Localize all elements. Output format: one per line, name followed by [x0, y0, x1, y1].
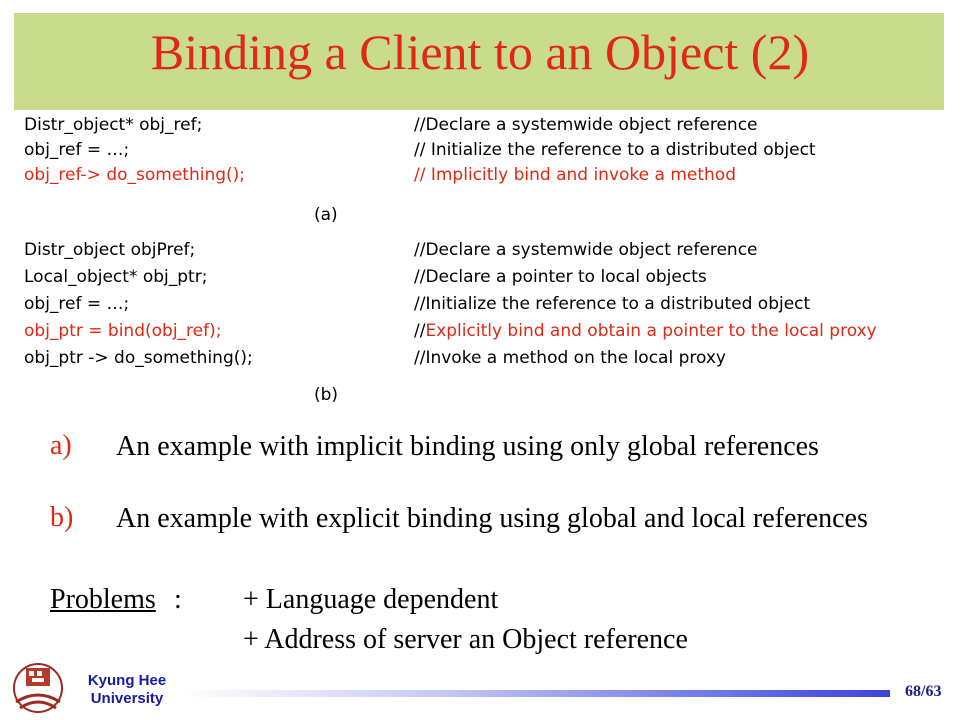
code-statement: obj_ptr -> do_something();	[24, 348, 253, 368]
code-statement: Distr_object* obj_ref;	[24, 115, 203, 135]
problems-label: Problems	[50, 584, 156, 615]
bullet-marker: b)	[50, 502, 74, 533]
code-comment: //Declare a systemwide object reference	[414, 240, 758, 260]
problem-item: + Address of server an Object reference	[243, 624, 688, 655]
code-statement: Local_object* obj_ptr;	[24, 267, 208, 287]
university-line: Kyung Hee	[87, 672, 167, 689]
code-statement: obj_ref = …;	[24, 140, 130, 160]
code-comment	[414, 321, 877, 341]
problem-item: + Language dependent	[243, 584, 499, 615]
code-statement: Distr_object objPref;	[24, 240, 196, 260]
caption-b: (b)	[314, 385, 339, 405]
code-comment: //Initialize the reference to a distributed object	[414, 294, 811, 314]
code-comment: //Declare a pointer to local objects	[414, 267, 707, 287]
university-name	[72, 672, 182, 708]
comment-text: Explicitly bind and obtain a pointer to the local proxy	[425, 321, 877, 341]
slide-title: Binding a Client to an Object (2)	[150, 24, 810, 80]
university-seal-logo	[8, 658, 68, 714]
page-number: 68/63	[905, 683, 942, 700]
code-comment: //Invoke a method on the local proxy	[414, 348, 726, 368]
comment-prefix: //	[414, 321, 426, 341]
bullet-text: An example with implicit binding using only global references	[116, 431, 819, 462]
university-line: University	[90, 690, 164, 707]
bullet-marker: a)	[50, 430, 72, 461]
bullet-text: An example with explicit binding using global and local references	[116, 503, 868, 534]
code-comment: //Declare a systemwide object reference	[414, 115, 758, 135]
caption-a: (a)	[314, 205, 338, 225]
code-statement: obj_ptr = bind(obj_ref);	[24, 321, 222, 341]
footer-gradient-line	[182, 690, 890, 697]
code-comment: // Implicitly bind and invoke a method	[414, 165, 736, 185]
code-comment: // Initialize the reference to a distributed object	[414, 140, 816, 160]
problems-colon: :	[174, 584, 182, 615]
code-statement: obj_ref = …;	[24, 294, 130, 314]
code-statement: obj_ref-> do_something();	[24, 165, 246, 185]
